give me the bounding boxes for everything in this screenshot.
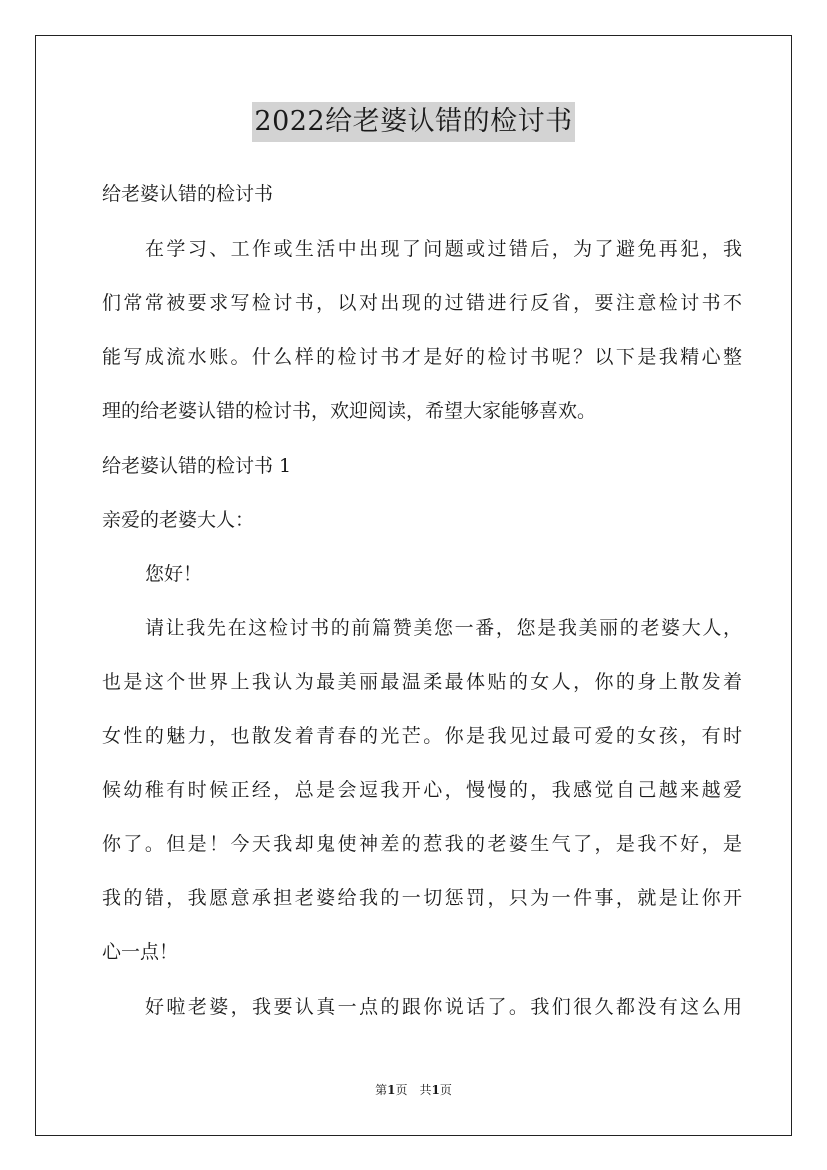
page-footer	[0, 1082, 827, 1098]
paragraph-line: 你了。但是！今天我却鬼使神差的惹我的老婆生气了，是我不好，是	[102, 833, 742, 855]
paragraph-line: 能写成流水账。什么样的检讨书才是好的检讨书呢？以下是我精心整	[102, 346, 742, 368]
paragraph-line: 心一点！	[102, 941, 179, 963]
page-label-suffix: 页	[395, 1083, 408, 1097]
paragraph-line: 好啦老婆，我要认真一点的跟你说话了。我们很久都没有这么用	[145, 996, 742, 1018]
letter-heading: 给老婆认错的检讨书 1	[102, 455, 292, 477]
total-label-prefix: 共	[419, 1083, 432, 1097]
page-number: 1	[387, 1083, 396, 1097]
paragraph-line: 理的给老婆认错的检讨书，欢迎阅读，希望大家能够喜欢。	[102, 400, 597, 422]
document-title: 2022给老婆认错的检讨书	[252, 102, 574, 142]
greeting: 您好！	[145, 563, 203, 585]
salutation: 亲爱的老婆大人：	[102, 509, 255, 531]
total-pages: 1	[431, 1083, 440, 1097]
paragraph-line: 候幼稚有时候正经，总是会逗我开心，慢慢的，我感觉自己越来越爱	[102, 779, 742, 801]
paragraph-line: 女性的魅力，也散发着青春的光芒。你是我见过最可爱的女孩，有时	[102, 725, 742, 747]
paragraph-line: 请让我先在这检讨书的前篇赞美您一番，您是我美丽的老婆大人，	[145, 617, 742, 639]
paragraph-line: 们常常被要求写检讨书，以对出现的过错进行反省，要注意检讨书不	[102, 292, 742, 314]
page-label-prefix: 第	[375, 1083, 388, 1097]
section-heading: 给老婆认错的检讨书	[102, 183, 274, 205]
paragraph-line: 也是这个世界上我认为最美丽最温柔最体贴的女人，你的身上散发着	[102, 671, 742, 693]
paragraph-line: 我的错，我愿意承担老婆给我的一切惩罚，只为一件事，就是让你开	[102, 887, 742, 909]
paragraph-line: 在学习、工作或生活中出现了问题或过错后，为了避免再犯，我	[145, 238, 742, 260]
total-label-suffix: 页	[439, 1083, 452, 1097]
title-container	[0, 102, 827, 142]
